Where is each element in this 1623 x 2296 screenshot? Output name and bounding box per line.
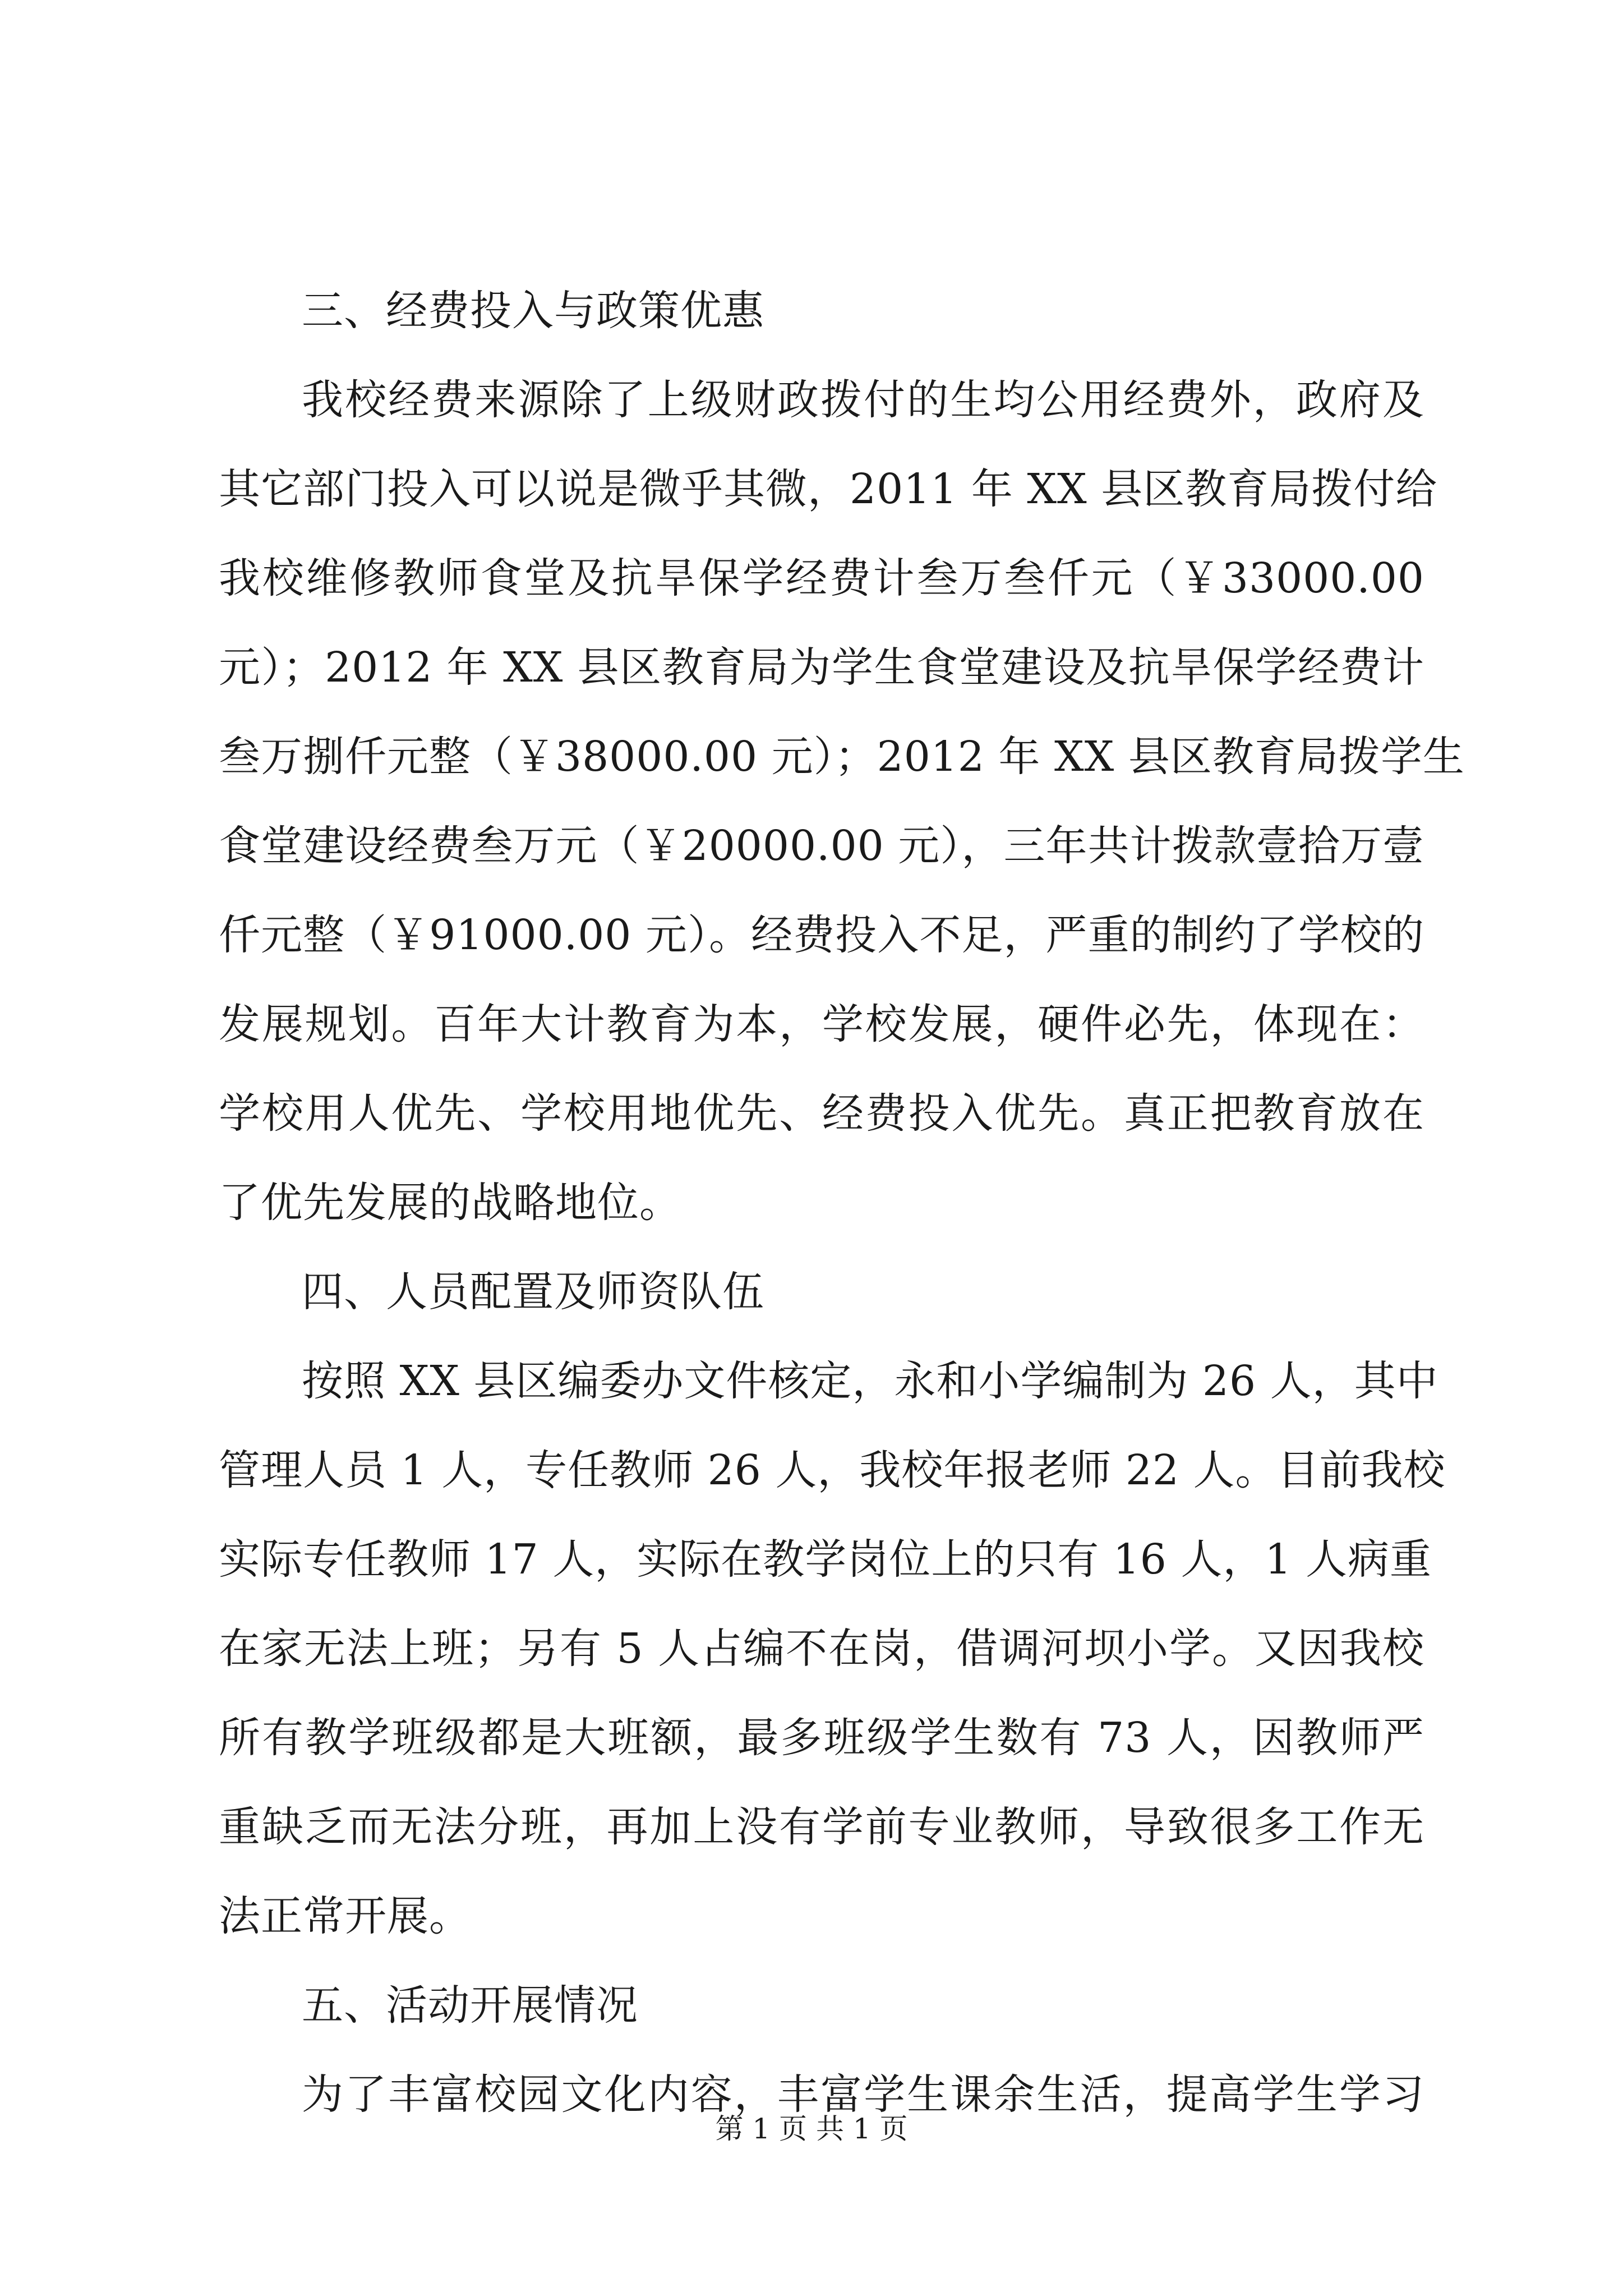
paragraph-line: 我校经费来源除了上级财政拨付的生均公用经费外，政府及 — [302, 376, 1424, 424]
paragraph-line: 所有教学班级都是大班额，最多班级学生数有 73 人，因教师严 — [219, 1714, 1424, 1762]
paragraph-line: 食堂建设经费叁万元（￥20000.00 元），三年共计拨款壹拾万壹 — [219, 822, 1424, 870]
paragraph-line: 叁万捌仟元整（￥38000.00 元）；2012 年 XX 县区教育局拨学生 — [219, 733, 1465, 781]
paragraph-line: 其它部门投入可以说是微乎其微，2011 年 XX 县区教育局拨付给 — [219, 465, 1438, 513]
paragraph-line: 学校用人优先、学校用地优先、经费投入优先。真正把教育放在 — [219, 1089, 1424, 1138]
paragraph-line: 仟元整（￥91000.00 元）。经费投入不足，严重的制约了学校的 — [219, 911, 1424, 959]
paragraph-line: 发展规划。百年大计教育为本，学校发展，硬件必先，体现在： — [219, 1000, 1424, 1048]
paragraph-line: 按照 XX 县区编委办文件核定，永和小学编制为 26 人，其中 — [302, 1357, 1438, 1405]
section-heading-funding: 三、经费投入与政策优惠 — [302, 287, 764, 335]
paragraph-line: 为了丰富校园文化内容，丰富学生课余生活，提高学生学习 — [302, 2070, 1424, 2119]
paragraph-line: 在家无法上班；另有 5 人占编不在岗，借调河坝小学。又因我校 — [219, 1625, 1424, 1673]
page-footer: 第 1 页 共 1 页 — [715, 2113, 908, 2145]
paragraph-line: 了优先发展的战略地位。 — [219, 1179, 681, 1227]
paragraph-line: 法正常开展。 — [219, 1892, 471, 1940]
paragraph-line: 元）；2012 年 XX 县区教育局为学生食堂建设及抗旱保学经费计 — [219, 643, 1424, 692]
paragraph-line: 管理人员 1 人，专任教师 26 人，我校年报老师 22 人。目前我校 — [219, 1446, 1446, 1494]
paragraph-line: 重缺乏而无法分班，再加上没有学前专业教师，导致很多工作无 — [219, 1803, 1424, 1851]
paragraph-line: 实际专任教师 17 人，实际在教学岗位上的只有 16 人，1 人病重 — [219, 1535, 1432, 1584]
section-heading-staffing: 四、人员配置及师资队伍 — [302, 1268, 764, 1316]
section-heading-activities: 五、活动开展情况 — [302, 1981, 638, 2030]
paragraph-line: 我校维修教师食堂及抗旱保学经费计叁万叁仟元（￥33000.00 — [219, 554, 1424, 602]
document-body — [219, 287, 1465, 2162]
